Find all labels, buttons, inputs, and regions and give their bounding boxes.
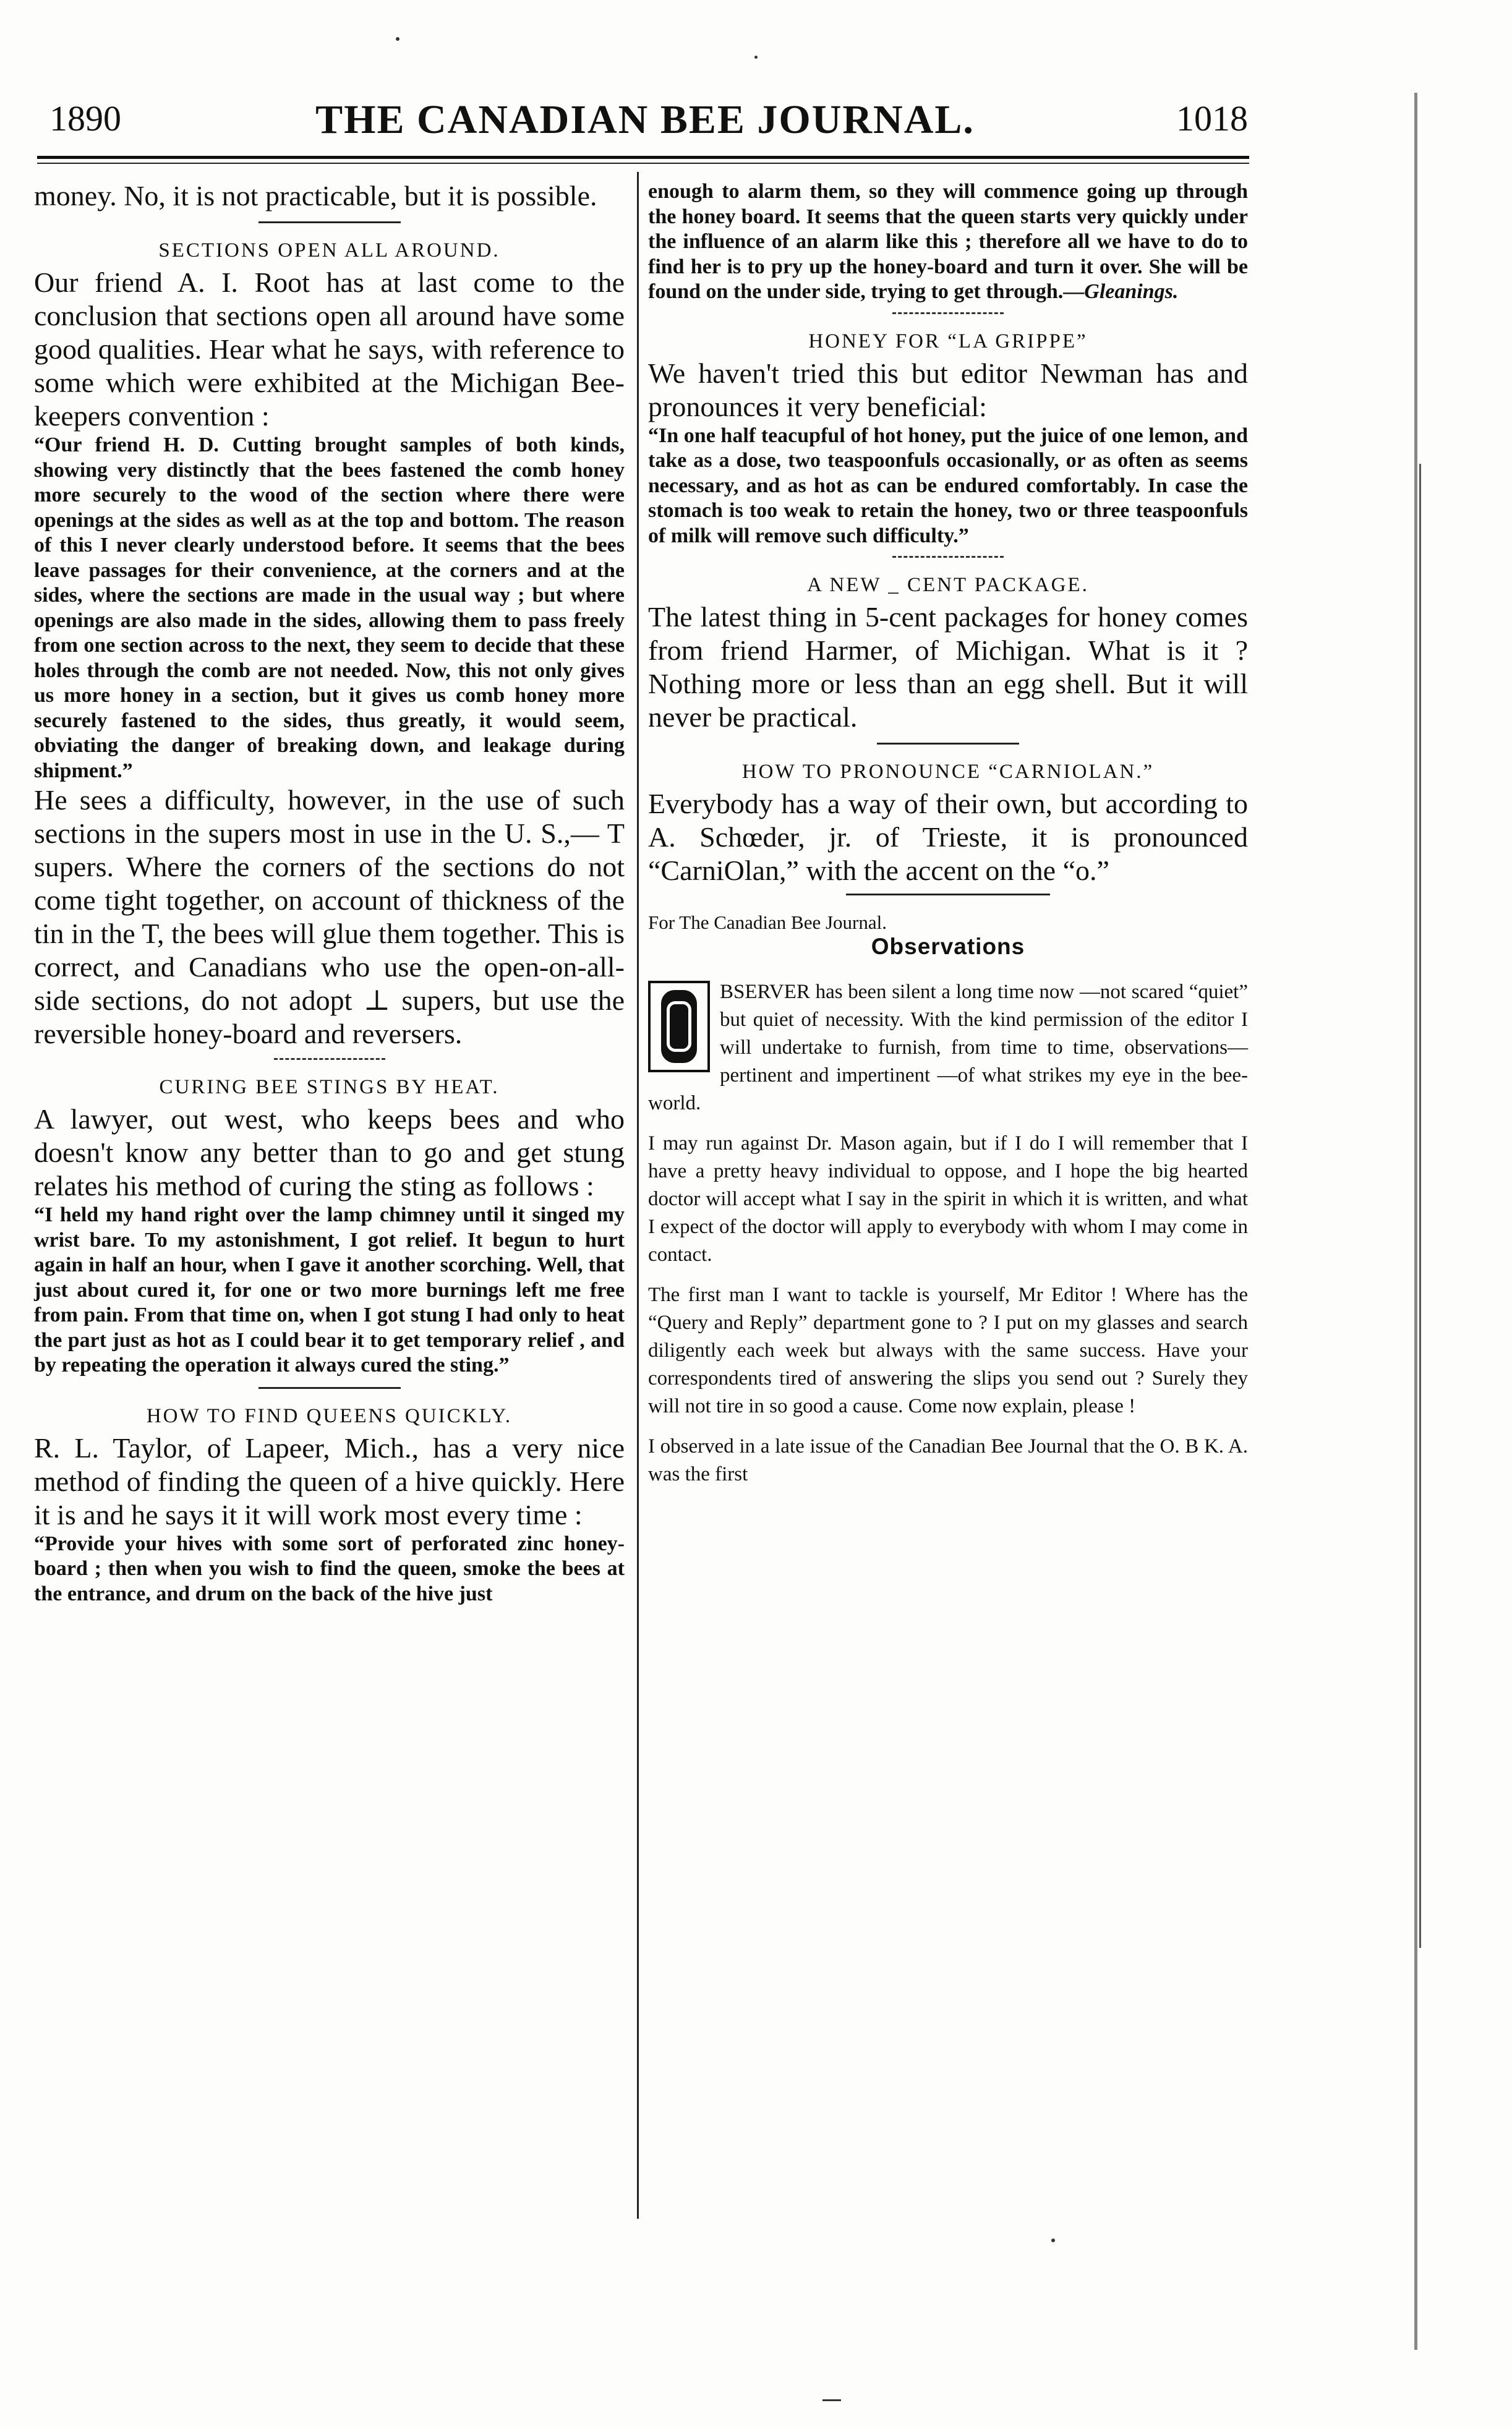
section-heading: HOW TO PRONOUNCE “CARNIOLAN.” [741,761,1155,783]
intro-paragraph: money. No, it is not practicable, but it is possible. [34,180,597,211]
quote-source: Gleanings. [1084,280,1179,303]
section-body: Our friend A. I. Root has at last come to the conclusion that sections open all around have some good qualities. Hear what he says, with reference to some which were exhibited at the Michigan Bee-keepers convention : [34,267,625,432]
continued-quote [648,179,1248,305]
article-paragraph-text: BSERVER has been silent a long time now —not scared “quiet” but quiet of necessity. With the kind permission of the editor I will undertake to furnish, from time to time, observations—pertinent and impertinent —of what strikes my eye in the bee-world. [648,981,1248,1114]
scan-speck [1051,2239,1055,2242]
article-title: Observations [871,934,1025,959]
section-rule [877,743,1019,745]
section-quote: “Provide your hives with some sort of perforated zinc honey-board ; then when you wish to find the queen, smoke the bees at the entrance, and drum on the back of the hive just [34,1532,625,1605]
section-quote: “In one half teacupful of hot honey, put the juice of one lemon, and take as a dose, two teaspoonfuls occasionally, or as often as seems necessary, and as hot as can be endured comfortably. In case the stomach is too weak to retain the honey, two or three teaspoonfuls of milk will remove such difficulty.” [648,424,1248,547]
section-heading: SECTIONS OPEN ALL AROUND. [158,239,500,262]
header-year: 1890 [49,98,121,139]
scan-margin [1252,93,1512,2381]
article-paragraph: The first man I want to tackle is yourself, Mr Editor ! Where has the “Query and Reply” department gone to ? I put on my glasses and search diligently each week but always with the same success. Have your correspondents tired of answering the slips you send out ? Surely they will not tire in so good a cause. Come now explain, please ! [648,1284,1248,1417]
section-heading: HOW TO FIND QUEENS QUICKLY. [146,1404,513,1427]
column-divider [637,172,639,2219]
page-header [42,93,1248,142]
section-quote: “I held my hand right over the lamp chimney until it singed my wrist bare. To my astonishment, I got relief. It begun to hurt again in half an hour, when I gave it another scorching. Well, that just about cured it, for one or two more burnings left me free from pain. From that time on, when I got stung I had only to heat the part just as hot as I could bear it to get temporary relief , and by repeating the operation it always cured the sting.” [34,1203,625,1377]
article-paragraph: I may run against Dr. Mason again, but if I do I will remember that I have a pretty heavy individual to oppose, and I hope the big hearted doctor will accept what I say in the spirit in which it is written, and what I expect of the doctor will apply to everybody with whom I may come in contact. [648,1132,1248,1266]
scan-speck [822,2399,841,2401]
section-body: We haven't tried this but editor Newman has and pronounces it very beneficial: [648,357,1248,422]
right-column [648,179,1248,1488]
drop-cap-o-icon [648,981,710,1072]
section-heading: HONEY FOR “LA GRIPPE” [808,330,1088,352]
journal-title: THE CANADIAN BEE JOURNAL. [315,97,975,142]
scan-edge-line [1419,464,1421,1948]
section-rule [258,1387,401,1389]
section-heading: CURING BEE STINGS BY HEAT. [159,1076,500,1098]
section-body: A lawyer, out west, who keeps bees and who doesn't know any better than to go and get stung relates his method of curing the sting as follows : [34,1103,625,1202]
continued-quote-text: enough to alarm them, so they will commence going up through the honey board. It seems that the queen starts very quickly under the influence of an alarm like this ; therefore all we have to do to find her is to pry up the honey-board and turn it over. She will be found on the under side, trying to get through.— [648,180,1248,303]
section-rule [274,1058,385,1060]
section-body: Everybody has a way of their own, but according to A. Schœder, jr. of Trieste, it is pronounced “CarniOlan,” with the accent on the “o.” [648,788,1248,886]
ornamental-rule [846,894,1050,895]
section-rule [258,221,401,223]
section-body: The latest thing in 5-cent packages for honey comes from friend Harmer, of Michigan. What is it ? Nothing more or less than an egg shell. But it will never be practical. [648,601,1248,733]
section-quote: “Our friend H. D. Cutting brought samples of both kinds, showing very distinctly that the bees fastened the comb honey more securely to the wood of the section where there were openings at the sides as well as at the top and bottom. The reason of this I never clearly understood before. It seems that the bees leave passages for their convenience, at the corners and at the sides, where the sections are made in the usual way ; but where openings are also made in the sides, allowing them to pass freely from one section across to the next, they seem to decide that these holes through the comb are not needed. Now, this not only gives us more honey in a section, but it gives us comb honey more securely fastened to the sides, thus greatly, it would seem, obviating the danger of breaking down, and leakage during shipment.” [34,433,625,782]
header-rule [37,156,1249,159]
header-rule-thin [37,163,1249,164]
section-heading: A NEW _ CENT PACKAGE. [807,574,1089,596]
scan-speck [396,37,399,41]
section-body: He sees a difficulty, however, in the use of such sections in the supers most in use in the U. S.,— T supers. Where the corners of the sections do not come tight together, on account of thickness of the tin in the T, the bees will glue them together. This is correct, and Canadians who use the open-on-all-side sections, do not adopt ⊥ supers, but use the reversible honey-board and reversers. [34,784,625,1049]
article-paragraph [648,978,1248,1117]
article-paragraph: I observed in a late issue of the Canadian Bee Journal that the O. B K. A. was the first [648,1435,1248,1485]
section-rule [892,312,1004,314]
section-rule [892,556,1004,558]
left-column [34,179,625,1607]
scan-speck [754,56,758,59]
section-body: R. L. Taylor, of Lapeer, Mich., has a very nice method of finding the queen of a hive quickly. Here it is and he says it it will work most every time : [34,1432,625,1530]
page-number: 1018 [1176,98,1248,139]
scan-edge-line [1414,93,1417,2350]
article-credit: For The Canadian Bee Journal. [648,911,887,933]
